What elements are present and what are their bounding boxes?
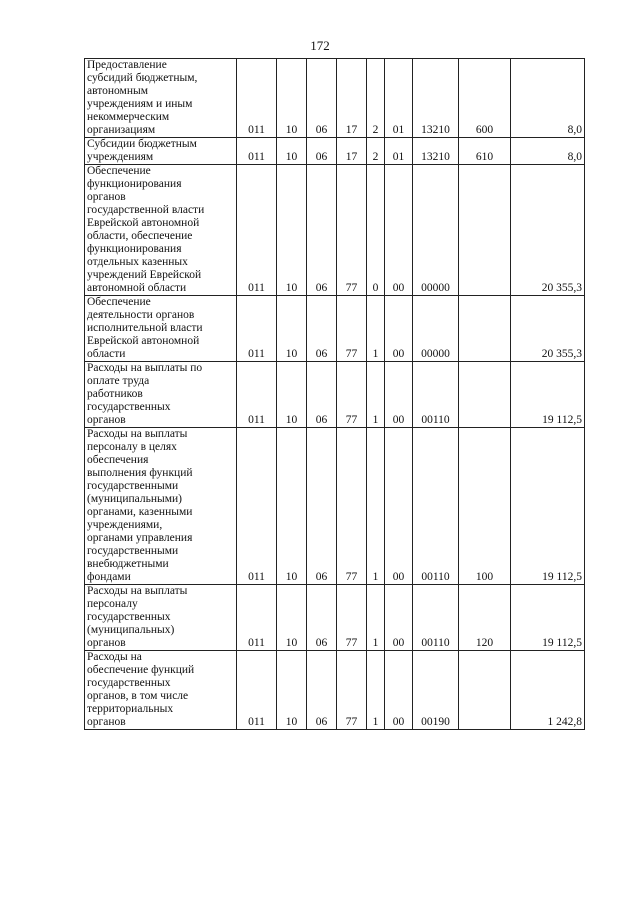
code-expense-type: [459, 362, 511, 428]
table-row: [85, 296, 585, 362]
table-row: [85, 585, 585, 651]
code-admin: 011: [237, 585, 277, 651]
code-subsection: 06: [307, 585, 337, 651]
code-main-event: 01: [385, 59, 413, 138]
table-row: [85, 428, 585, 585]
code-expense-type: [459, 165, 511, 296]
code-section: 10: [277, 585, 307, 651]
row-name: Расходы на выплаты по оплате труда работников государственных органов: [85, 362, 237, 428]
row-amount: 20 355,3: [511, 165, 585, 296]
code-program: 77: [337, 428, 367, 585]
code-admin: 011: [237, 362, 277, 428]
row-name: Обеспечение функционирования органов государственной власти Еврейской автономной области, обеспечение функционирования отдельных казенных учреждений Еврейской автономной области: [85, 165, 237, 296]
code-subsection: 06: [307, 362, 337, 428]
code-program: 77: [337, 362, 367, 428]
code-main-event: 01: [385, 138, 413, 165]
table-row: [85, 651, 585, 730]
code-section: 10: [277, 138, 307, 165]
code-program: 77: [337, 165, 367, 296]
code-expense-type: 120: [459, 585, 511, 651]
code-subprogram: 1: [367, 651, 385, 730]
code-main-event: 00: [385, 651, 413, 730]
code-subprogram: 1: [367, 585, 385, 651]
code-program: 77: [337, 651, 367, 730]
code-subprogram: 2: [367, 59, 385, 138]
code-admin: 011: [237, 165, 277, 296]
row-name: Обеспечение деятельности органов исполнительной власти Еврейской автономной области: [85, 296, 237, 362]
code-expense-type: [459, 651, 511, 730]
row-amount: 19 112,5: [511, 362, 585, 428]
code-admin: 011: [237, 59, 277, 138]
code-subprogram: 0: [367, 165, 385, 296]
code-direction: 13210: [413, 138, 459, 165]
code-main-event: 00: [385, 585, 413, 651]
code-direction: 00000: [413, 296, 459, 362]
code-subprogram: 2: [367, 138, 385, 165]
code-program: 17: [337, 59, 367, 138]
code-section: 10: [277, 362, 307, 428]
row-amount: 19 112,5: [511, 428, 585, 585]
code-subsection: 06: [307, 428, 337, 585]
code-program: 77: [337, 296, 367, 362]
code-subsection: 06: [307, 296, 337, 362]
code-subprogram: 1: [367, 362, 385, 428]
code-admin: 011: [237, 138, 277, 165]
code-subsection: 06: [307, 138, 337, 165]
row-name: Расходы на выплаты персоналу в целях обеспечения выполнения функций государственными (муниципальными) органами, казенными учреждениями, органами управления государственными внебюджетными фондами: [85, 428, 237, 585]
code-program: 17: [337, 138, 367, 165]
row-amount: 20 355,3: [511, 296, 585, 362]
code-section: 10: [277, 296, 307, 362]
code-admin: 011: [237, 651, 277, 730]
code-program: 77: [337, 585, 367, 651]
table-row: [85, 138, 585, 165]
code-main-event: 00: [385, 296, 413, 362]
row-amount: 19 112,5: [511, 585, 585, 651]
code-expense-type: 600: [459, 59, 511, 138]
code-admin: 011: [237, 296, 277, 362]
code-main-event: 00: [385, 165, 413, 296]
code-direction: 00110: [413, 585, 459, 651]
code-section: 10: [277, 651, 307, 730]
code-direction: 00110: [413, 428, 459, 585]
code-main-event: 00: [385, 428, 413, 585]
row-name: Субсидии бюджетным учреждениям: [85, 138, 237, 165]
code-subprogram: 1: [367, 428, 385, 585]
code-subsection: 06: [307, 165, 337, 296]
row-name: Расходы на обеспечение функций государственных органов, в том числе территориальных органов: [85, 651, 237, 730]
table-row: [85, 362, 585, 428]
code-subsection: 06: [307, 59, 337, 138]
table-row: [85, 59, 585, 138]
code-direction: 13210: [413, 59, 459, 138]
code-direction: 00110: [413, 362, 459, 428]
code-main-event: 00: [385, 362, 413, 428]
code-admin: 011: [237, 428, 277, 585]
code-section: 10: [277, 165, 307, 296]
code-subsection: 06: [307, 651, 337, 730]
row-name: Предоставление субсидий бюджетным, автономным учреждениям и иным некоммерческим организациям: [85, 59, 237, 138]
table-row: [85, 165, 585, 296]
row-name: Расходы на выплаты персоналу государственных (муниципальных) органов: [85, 585, 237, 651]
code-expense-type: 100: [459, 428, 511, 585]
code-subprogram: 1: [367, 296, 385, 362]
code-expense-type: [459, 296, 511, 362]
code-section: 10: [277, 428, 307, 585]
code-expense-type: 610: [459, 138, 511, 165]
row-amount: 8,0: [511, 59, 585, 138]
row-amount: 1 242,8: [511, 651, 585, 730]
code-direction: 00190: [413, 651, 459, 730]
budget-table: [84, 58, 585, 730]
row-amount: 8,0: [511, 138, 585, 165]
code-direction: 00000: [413, 165, 459, 296]
code-section: 10: [277, 59, 307, 138]
page-number: 172: [310, 38, 330, 53]
